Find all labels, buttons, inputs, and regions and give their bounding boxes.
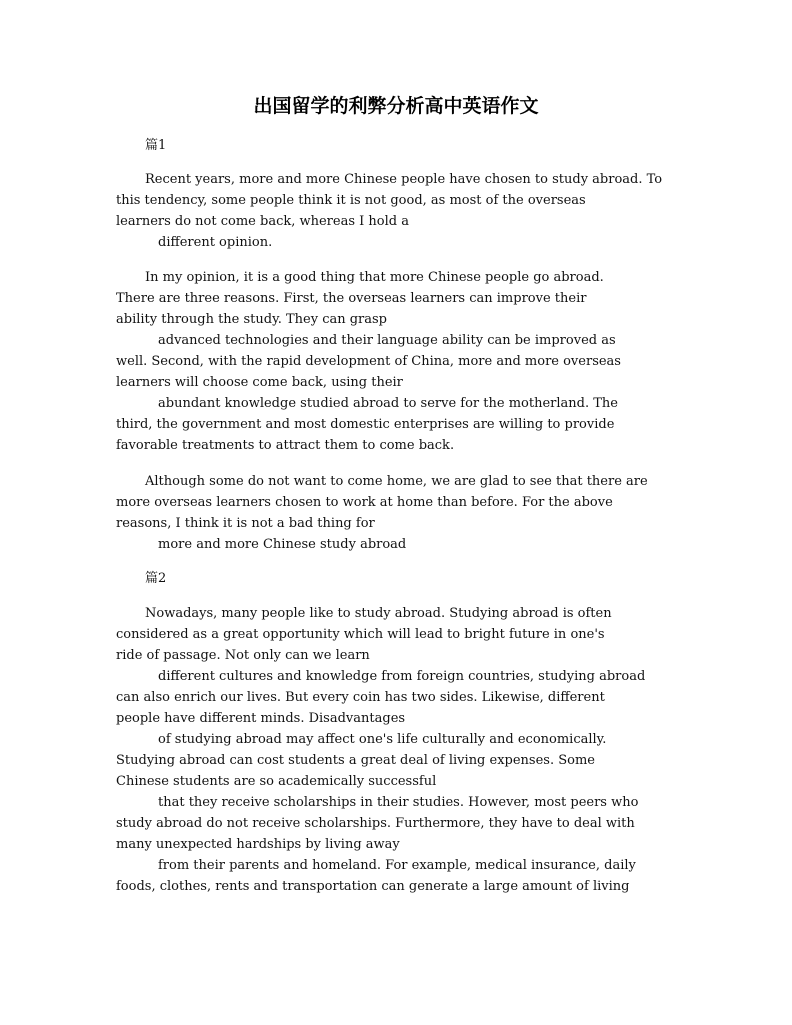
paragraph-line: Studying abroad can cost students a great deal of living expenses. Some bbox=[116, 753, 595, 768]
paragraph-line: learners do not come back, whereas I hold a bbox=[116, 214, 409, 229]
paragraph-line: different opinion. bbox=[158, 235, 273, 250]
paragraph-line: In my opinion, it is a good thing that more Chinese people go abroad. bbox=[145, 270, 604, 285]
paragraph-line: study abroad do not receive scholarships. Furthermore, they have to deal with bbox=[116, 816, 635, 831]
paragraph-line: this tendency, some people think it is not good, as most of the overseas bbox=[116, 193, 586, 208]
paragraph bbox=[116, 267, 676, 456]
paragraph-line: Although some do not want to come home, we are glad to see that there are bbox=[145, 474, 648, 489]
paragraph-line: ride of passage. Not only can we learn bbox=[116, 648, 370, 663]
section-label-2: 篇2 bbox=[145, 571, 167, 586]
paragraph-line: favorable treatments to attract them to come back. bbox=[116, 438, 455, 453]
paragraph-line: foods, clothes, rents and transportation can generate a large amount of living bbox=[116, 879, 630, 894]
paragraph-line: advanced technologies and their language ability can be improved as bbox=[158, 333, 616, 348]
paragraph-line: that they receive scholarships in their studies. However, most peers who bbox=[158, 795, 639, 810]
paragraph-line: more and more Chinese study abroad bbox=[158, 537, 407, 552]
section-label-1: 篇1 bbox=[145, 138, 167, 153]
paragraph-line: more overseas learners chosen to work at home than before. For the above bbox=[116, 495, 613, 510]
paragraph-line: Chinese students are so academically successful bbox=[116, 774, 437, 789]
paragraph bbox=[116, 471, 676, 555]
paragraph-line: learners will choose come back, using their bbox=[116, 375, 403, 390]
paragraph-line: Nowadays, many people like to study abroad. Studying abroad is often bbox=[145, 606, 612, 621]
paragraph-line: abundant knowledge studied abroad to serve for the motherland. The bbox=[158, 396, 618, 411]
paragraph bbox=[116, 603, 676, 897]
paragraph-line: third, the government and most domestic enterprises are willing to provide bbox=[116, 417, 615, 432]
paragraph-line: reasons, I think it is not a bad thing for bbox=[116, 516, 375, 531]
paragraph-line: ability through the study. They can grasp bbox=[116, 312, 388, 327]
paragraph-line: from their parents and homeland. For example, medical insurance, daily bbox=[158, 858, 636, 873]
paragraph-line: different cultures and knowledge from foreign countries, studying abroad bbox=[158, 669, 646, 684]
paragraph-line: can also enrich our lives. But every coin has two sides. Likewise, different bbox=[116, 690, 605, 705]
paragraph-line: of studying abroad may affect one's life culturally and economically. bbox=[158, 732, 607, 747]
document-title: 出国留学的利弊分析高中英语作文 bbox=[253, 95, 539, 117]
paragraph-line: well. Second, with the rapid development of China, more and more overseas bbox=[116, 354, 621, 369]
paragraph-line: Recent years, more and more Chinese people have chosen to study abroad. To bbox=[145, 172, 663, 187]
paragraph-line: There are three reasons. First, the overseas learners can improve their bbox=[116, 291, 587, 306]
paragraph-line: considered as a great opportunity which will lead to bright future in one's bbox=[116, 627, 605, 642]
paragraph-line: people have different minds. Disadvantages bbox=[116, 711, 406, 726]
paragraph-line: many unexpected hardships by living away bbox=[116, 837, 400, 852]
paragraph bbox=[116, 169, 676, 253]
